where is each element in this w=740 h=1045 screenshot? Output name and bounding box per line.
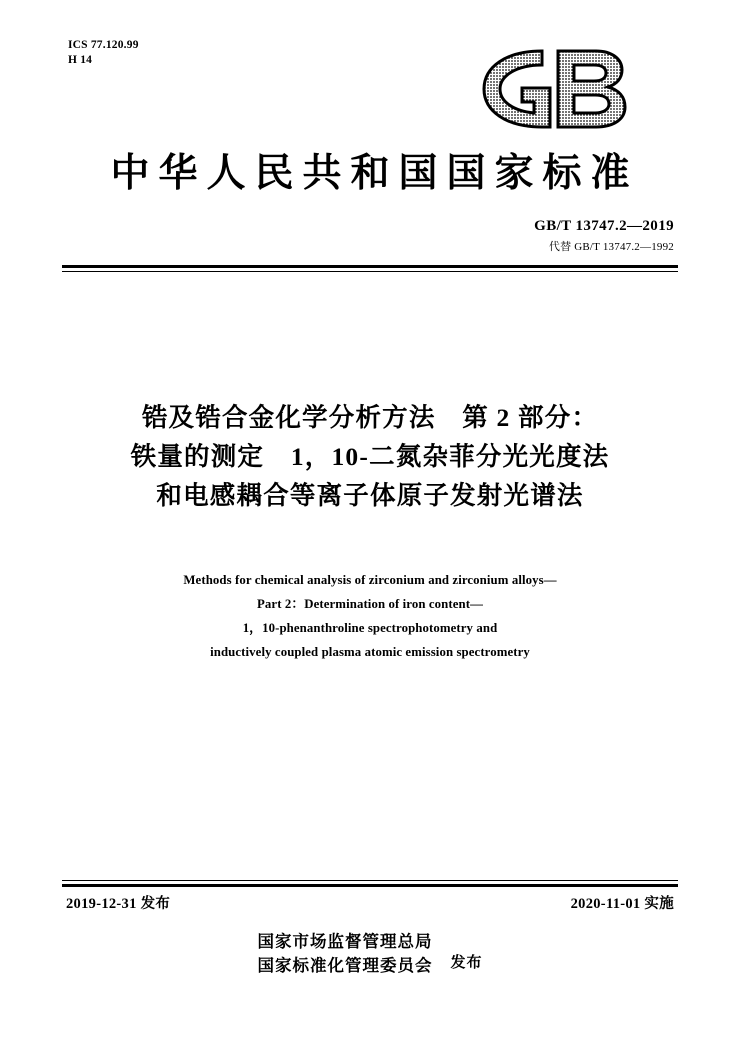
standard-replaces: 代替 GB/T 13747.2—1992 (548, 241, 674, 253)
document-title-en-line4: inductively coupled plasma atomic emission spectrometry (210, 645, 530, 659)
document-title-en-line3: 1，10-phenanthroline spectrophotometry and (242, 621, 498, 635)
issuer-names (257, 930, 432, 978)
document-title-en-line2: Part 2：Determination of iron content— (257, 597, 483, 611)
standard-number-block (534, 218, 674, 254)
document-title-cn-line3: 和电感耦合等离子体原子发射光谱法 (156, 481, 584, 510)
header-rule-thin (62, 271, 678, 272)
ics-block (68, 38, 139, 68)
standard-number: GB/T 13747.2—2019 (534, 218, 674, 234)
issuer-name-1: 国家市场监督管理总局 (257, 932, 433, 951)
document-title-cn-line1: 锆及锆合金化学分析方法 第 2 部分： (141, 403, 599, 432)
date-row (66, 892, 674, 913)
document-title-en-line1: Methods for chemical analysis of zirconium and zirconium alloys— (183, 573, 557, 587)
implementation-date: 2020-11-01 实施 (570, 896, 674, 912)
issuer-name-2: 国家标准化管理委员会 (257, 956, 433, 975)
ccs-code: H 14 (68, 54, 93, 67)
document-title-cn-line2: 铁量的测定 1，10-二氮杂菲分光光度法 (130, 442, 610, 471)
document-title-cn (0, 398, 740, 515)
ics-code: ICS 77.120.99 (68, 39, 139, 51)
gb-logo (478, 48, 628, 130)
national-standard-title: 中华人民共和国国家标准 (110, 152, 639, 195)
header-rule-thick (62, 265, 678, 268)
issuer-block (0, 930, 740, 978)
issue-date: 2019-12-31 发布 (66, 896, 171, 912)
footer-rule-thick (62, 884, 678, 887)
footer-rule-thin (62, 880, 678, 881)
document-title-en (0, 568, 740, 664)
issuer-publish-label: 发布 (450, 954, 483, 971)
